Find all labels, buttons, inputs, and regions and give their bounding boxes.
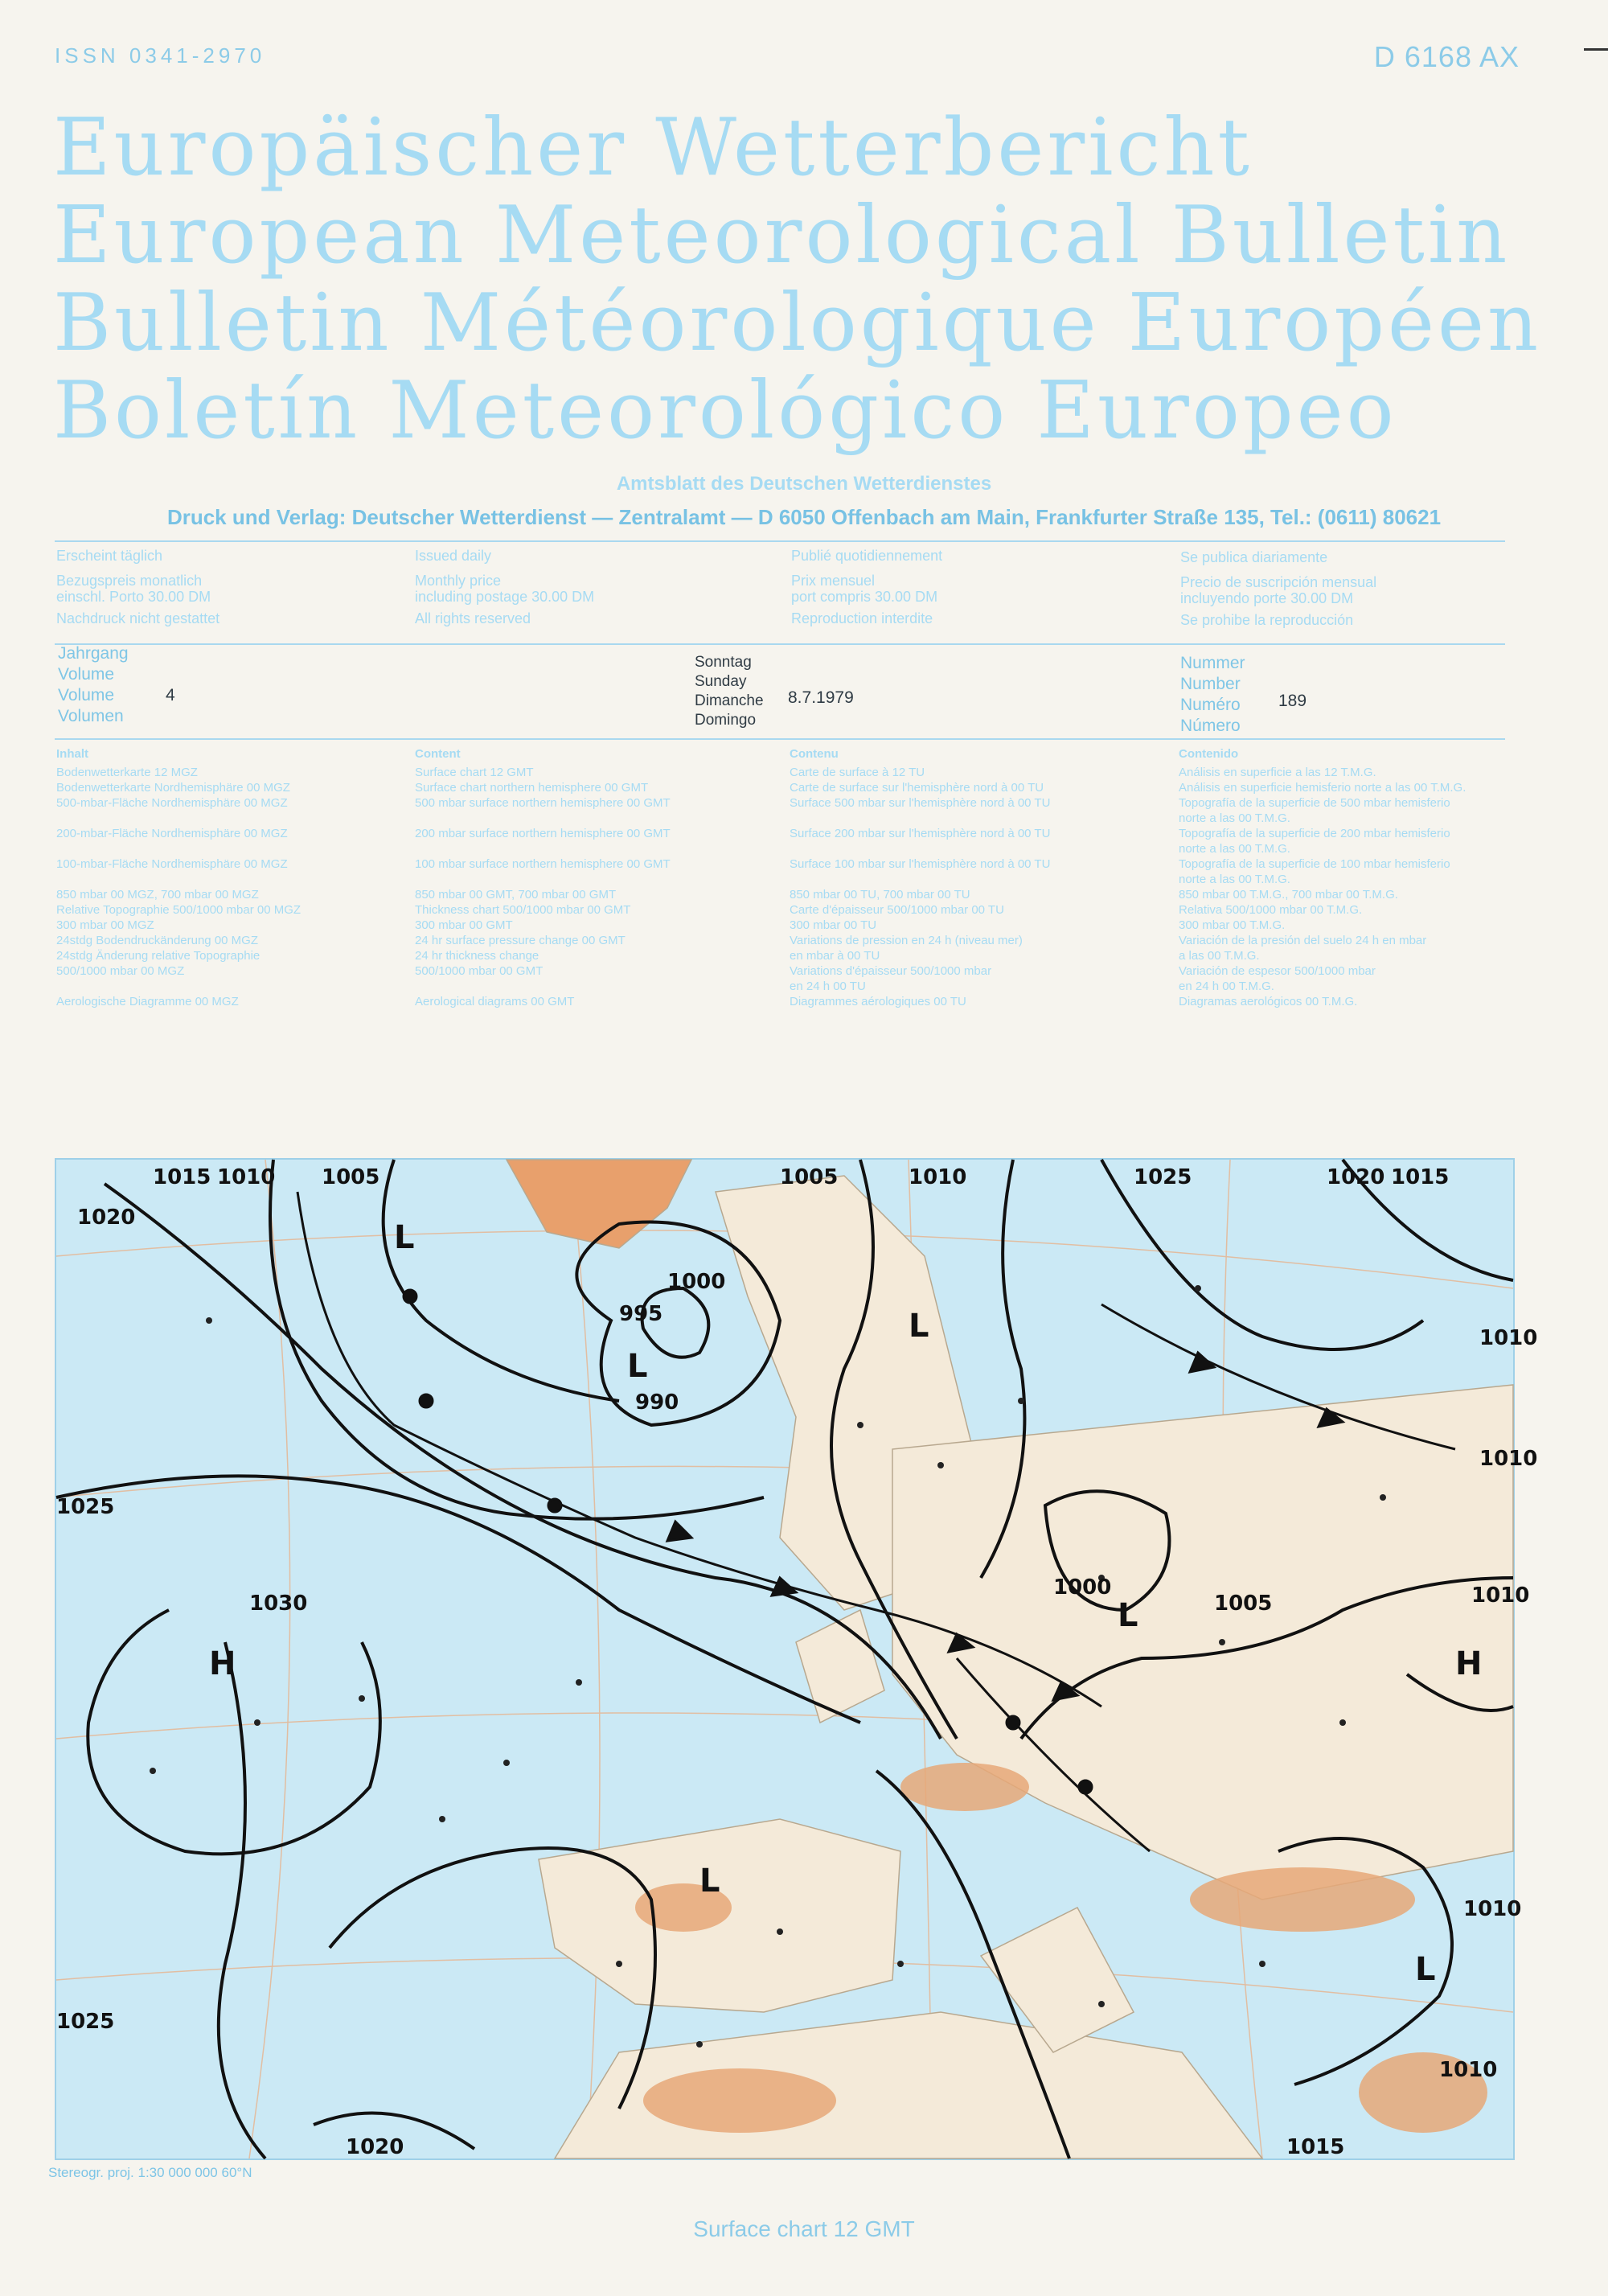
isobar-label: 1010 <box>1479 1447 1538 1471</box>
contents-item <box>790 811 1135 826</box>
issn-number: ISSN 0341-2970 <box>55 43 266 68</box>
contents-item: 500/1000 mbar 00 GMT <box>415 964 544 978</box>
contents-item: Bodenwetterkarte 12 MGZ <box>56 766 198 779</box>
contents-english <box>415 746 761 1009</box>
number-label: Número <box>1180 717 1241 735</box>
number-label: Nummer <box>1180 654 1245 672</box>
contents-item: 300 mbar 00 MGZ <box>56 918 154 932</box>
info-line: Reproduction interdite <box>791 610 933 626</box>
contents-item: 100-mbar-Fläche Nordhemisphäre 00 MGZ <box>56 857 288 871</box>
title-english: European Meteorological Bulletin <box>53 190 1511 281</box>
contents-item: 300 mbar 00 TU <box>790 918 877 932</box>
contents-german <box>56 746 402 1009</box>
contents-item: 24stdg Änderung relative Topographie <box>56 949 260 963</box>
info-line: port compris 30.00 DM <box>791 589 938 605</box>
isobar-label: 1010 <box>909 1165 967 1189</box>
divider <box>55 738 1505 740</box>
number-labels <box>1180 653 1245 737</box>
contents-item: Topografía de la superficie de 200 mbar hemisferio <box>1179 827 1450 840</box>
contents-item: Surface chart 12 GMT <box>415 766 534 779</box>
info-line: Prix mensuel <box>791 573 876 589</box>
info-line: Se prohibe la reproducción <box>1180 612 1354 628</box>
map-caption: Surface chart 12 GMT <box>693 2216 915 2241</box>
contents-item: Topografía de la superficie de 100 mbar hemisferio <box>1179 857 1450 871</box>
projection-note: Stereogr. proj. 1:30 000 000 60°N <box>48 2165 252 2180</box>
volume-labels <box>58 643 129 727</box>
contents-item: Diagrammes aérologiques 00 TU <box>790 995 966 1008</box>
contents-item: Variations de pression en 24 h (niveau mer) <box>790 934 1023 947</box>
contents-item <box>56 841 402 856</box>
divider <box>55 643 1505 645</box>
official-gazette-line: Amtsblatt des Deutschen Wetterdienstes <box>616 473 992 495</box>
volume-label: Volume <box>58 686 115 704</box>
contents-item: 300 mbar 00 GMT <box>415 918 513 932</box>
contents-item: norte a las 00 T.M.G. <box>1179 873 1290 886</box>
contents-item: en 24 h 00 TU <box>790 980 866 993</box>
contents-heading: Content <box>415 747 461 761</box>
contents-item: Diagramas aerológicos 00 T.M.G. <box>1179 995 1358 1008</box>
contents-item: 200 mbar surface northern hemisphere 00 GMT <box>415 827 671 840</box>
isobar-label: 1005 <box>322 1165 380 1189</box>
info-line: including postage 30.00 DM <box>415 589 595 605</box>
high-pressure-centre: H <box>1455 1645 1483 1682</box>
contents-item: 200-mbar-Fläche Nordhemisphäre 00 MGZ <box>56 827 288 840</box>
isobar-label: 1020 <box>346 2135 404 2159</box>
issue-number: 189 <box>1278 692 1307 710</box>
contents-item: Surface 100 mbar sur l'hemisphère nord à 00 TU <box>790 857 1051 871</box>
isobar-label: 1010 <box>217 1165 276 1189</box>
info-line: einschl. Porto 30.00 DM <box>56 589 211 605</box>
isobar-label: 1025 <box>1134 1165 1192 1189</box>
contents-item: Variación de espesor 500/1000 mbar <box>1179 964 1376 978</box>
contents-item: Variación de la presión del suelo 24 h en mbar <box>1179 934 1427 947</box>
day-label: Domingo <box>695 712 757 729</box>
contents-item: norte a las 00 T.M.G. <box>1179 811 1290 825</box>
isobar-label: 1005 <box>1214 1592 1273 1616</box>
divider <box>55 540 1505 542</box>
volume-label: Jahrgang <box>58 644 129 663</box>
contents-item: Topografía de la superficie de 500 mbar hemisferio <box>1179 796 1450 810</box>
isobar-label: 1010 <box>1463 1897 1522 1921</box>
contents-item: 100 mbar surface northern hemisphere 00 GMT <box>415 857 671 871</box>
low-pressure-centre: L <box>394 1219 415 1256</box>
info-line: incluyendo porte 30.00 DM <box>1180 590 1354 606</box>
isobar-label: 1000 <box>667 1270 726 1294</box>
low-pressure-centre: L <box>909 1308 929 1345</box>
title-french: Bulletin Météorologique Européen <box>53 277 1542 369</box>
contents-item: 24stdg Bodendruckänderung 00 MGZ <box>56 934 258 947</box>
contents-item <box>56 811 402 826</box>
contents-item: Relativa 500/1000 mbar 00 T.M.G. <box>1179 903 1363 917</box>
info-line: All rights reserved <box>415 610 531 626</box>
isobar-label: 1015 <box>153 1165 211 1189</box>
publisher-line: Druck und Verlag: Deutscher Wetterdienst — Zentralamt — D 6050 Offenbach am Main, Frankfurter Straße 135, Tel.: (0611) 80621 <box>166 505 1442 529</box>
contents-item: 500-mbar-Fläche Nordhemisphäre 00 MGZ <box>56 796 288 810</box>
contents-item: Surface 200 mbar sur l'hemisphère nord à 00 TU <box>790 827 1051 840</box>
title-german: Europäischer Wetterbericht <box>53 102 1253 194</box>
info-french <box>791 545 1137 629</box>
number-label: Number <box>1180 675 1241 693</box>
contents-item: Aerological diagrams 00 GMT <box>415 995 575 1008</box>
contents-item: 850 mbar 00 MGZ, 700 mbar 00 MGZ <box>56 888 259 902</box>
isobar-label: 995 <box>619 1302 663 1326</box>
isobar-label: 1025 <box>56 2010 115 2034</box>
volume-label: Volumen <box>58 707 124 725</box>
contents-item <box>415 979 761 994</box>
edge-mark <box>1584 48 1608 51</box>
info-german <box>56 545 402 629</box>
isobar-label: 1010 <box>1471 1583 1530 1608</box>
contents-heading: Contenido <box>1179 747 1239 761</box>
contents-item: Thickness chart 500/1000 mbar 00 GMT <box>415 903 631 917</box>
contents-item: a las 00 T.M.G. <box>1179 949 1260 963</box>
contents-item: norte a las 00 T.M.G. <box>1179 842 1290 856</box>
day-label: Dimanche <box>695 692 764 709</box>
contents-item <box>415 872 761 887</box>
isobar-label: 1020 <box>1327 1165 1385 1189</box>
contents-item <box>415 811 761 826</box>
info-line: Bezugspreis monatlich <box>56 573 203 589</box>
info-line: Publié quotidiennement <box>791 548 943 564</box>
contents-item: Relative Topographie 500/1000 mbar 00 MGZ <box>56 903 302 917</box>
contents-item: 850 mbar 00 TU, 700 mbar 00 TU <box>790 888 970 902</box>
contents-french <box>790 746 1135 1009</box>
contents-item: Análisis en superficie a las 12 T.M.G. <box>1179 766 1376 779</box>
isobar-label: 1025 <box>56 1495 115 1519</box>
info-line: Nachdruck nicht gestattet <box>56 610 220 626</box>
contents-item <box>790 872 1135 887</box>
contents-item <box>56 872 402 887</box>
contents-item: Surface chart northern hemisphere 00 GMT <box>415 781 649 795</box>
high-pressure-centre: H <box>209 1645 236 1682</box>
number-label: Numéro <box>1180 696 1241 714</box>
contents-item: Carte de surface à 12 TU <box>790 766 925 779</box>
contents-item <box>790 841 1135 856</box>
contents-spanish <box>1179 746 1524 1009</box>
contents-item: Bodenwetterkarte Nordhemisphäre 00 MGZ <box>56 781 290 795</box>
contents-item: Análisis en superficie hemisferio norte a las 00 T.M.G. <box>1179 781 1466 795</box>
contents-item <box>415 841 761 856</box>
isobar-label: 1015 <box>1286 2135 1345 2159</box>
isobar-label: 1000 <box>1053 1575 1112 1600</box>
contents-item: Variations d'épaisseur 500/1000 mbar <box>790 964 992 978</box>
day-labels <box>695 653 764 730</box>
title-spanish: Boletín Meteorológico Europeo <box>53 365 1397 457</box>
contents-item: Aerologische Diagramme 00 MGZ <box>56 995 239 1008</box>
info-line: Precio de suscripción mensual <box>1180 574 1377 590</box>
info-line: Se publica diariamente <box>1180 549 1328 565</box>
contents-item: 500 mbar surface northern hemisphere 00 GMT <box>415 796 671 810</box>
contents-item: 850 mbar 00 T.M.G., 700 mbar 00 T.M.G. <box>1179 888 1398 902</box>
low-pressure-centre: L <box>1415 1951 1436 1988</box>
isobar-label: 1010 <box>1479 1326 1538 1350</box>
title-block <box>53 102 1542 457</box>
contents-item: Carte d'épaisseur 500/1000 mbar 00 TU <box>790 903 1004 917</box>
contents-item: 24 hr surface pressure change 00 GMT <box>415 934 626 947</box>
day-label: Sunday <box>695 673 747 690</box>
surface-weather-map <box>55 1158 1538 2160</box>
volume-label: Volume <box>58 665 115 684</box>
info-line: Erscheint täglich <box>56 548 163 564</box>
contents-item: 850 mbar 00 GMT, 700 mbar 00 GMT <box>415 888 617 902</box>
info-line: Issued daily <box>415 548 492 564</box>
day-label: Sonntag <box>695 654 752 671</box>
contents-heading: Contenu <box>790 747 839 761</box>
contents-item: en 24 h 00 T.M.G. <box>1179 980 1274 993</box>
volume-value: 4 <box>166 686 175 704</box>
contents-item <box>56 979 402 994</box>
isobar-label: 1020 <box>77 1206 136 1230</box>
isobar-label: 990 <box>635 1390 679 1415</box>
contents-item: en mbar à 00 TU <box>790 949 880 963</box>
document-code: D 6168 AX <box>1373 40 1520 73</box>
info-spanish <box>1180 547 1526 630</box>
info-english <box>415 545 761 629</box>
issue-date: 8.7.1979 <box>788 688 854 707</box>
contents-heading: Inhalt <box>56 747 88 761</box>
low-pressure-centre: L <box>699 1863 720 1900</box>
contents-item: 300 mbar 00 T.M.G. <box>1179 918 1286 932</box>
contents-item: 500/1000 mbar 00 MGZ <box>56 964 185 978</box>
isobar-label: 1030 <box>249 1592 308 1616</box>
contents-item: 24 hr thickness change <box>415 949 539 963</box>
contents-item: Carte de surface sur l'hemisphère nord à 00 TU <box>790 781 1044 795</box>
low-pressure-centre: L <box>627 1348 648 1385</box>
low-pressure-centre: L <box>1118 1597 1138 1634</box>
isobar-label: 1010 <box>1439 2058 1498 2082</box>
contents-item: Surface 500 mbar sur l'hemisphère nord à 00 TU <box>790 796 1051 810</box>
isobar-label: 1005 <box>780 1165 839 1189</box>
info-line: Monthly price <box>415 573 502 589</box>
isobar-label: 1015 <box>1391 1165 1450 1189</box>
